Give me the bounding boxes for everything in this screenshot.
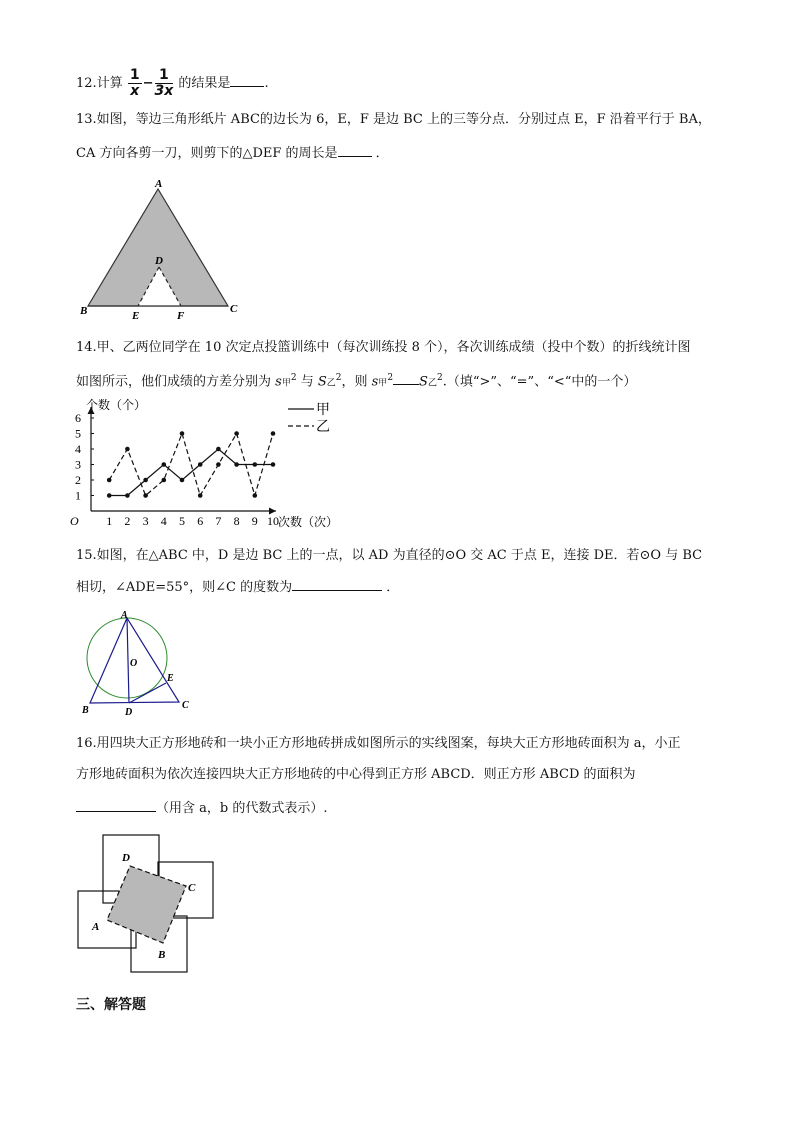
label-c: C xyxy=(188,882,196,894)
q13-line-1: 13.如图，等边三角形纸片 ABC的边长为 6，E，F 是边 BC 上的三等分点．分别过点 E，F 沿着平行于 BA， xyxy=(76,112,711,127)
data-point-yi xyxy=(180,431,185,436)
origin-label: O xyxy=(70,514,79,528)
legend xyxy=(288,402,330,435)
fraction-1: $\frac{1}{x}$ xyxy=(129,67,140,99)
square-abcd xyxy=(107,866,186,943)
label-b: B xyxy=(158,949,166,961)
legend-label-jia: 甲 xyxy=(316,403,330,418)
answer-blank-16[interactable] xyxy=(76,797,156,812)
q12-pre: 计算 xyxy=(96,76,123,91)
y-tick-label: 3 xyxy=(75,457,81,472)
label-d: D xyxy=(122,852,130,864)
label-a: A xyxy=(92,921,100,933)
x-tick-label: 7 xyxy=(215,514,222,528)
label-a: A xyxy=(121,610,128,621)
data-point-yi xyxy=(162,478,167,483)
minus-sign: − xyxy=(142,76,154,91)
legend-label-yi: 乙 xyxy=(316,420,330,435)
x-tick-label: 10 xyxy=(267,514,279,528)
data-point-yi xyxy=(271,431,276,436)
data-point-jia xyxy=(162,462,167,467)
q12-post: 的结果是 xyxy=(178,76,231,91)
label-d: D xyxy=(155,255,163,267)
y-tick-label: 2 xyxy=(75,473,81,487)
data-point-yi xyxy=(216,462,221,467)
y-tick-label: 1 xyxy=(75,488,81,503)
data-point-jia xyxy=(198,462,203,467)
q14-line-2: 如图所示，他们成绩的方差分别为 s甲$^2$ 与 S乙$^2$，则 s甲$^2$ S乙$^2$.（填“>”、“=”、“<“中的一个） xyxy=(76,368,636,393)
q12-number: 12. xyxy=(76,76,97,91)
data-point-jia xyxy=(234,462,239,467)
answer-blank-14[interactable] xyxy=(393,370,419,385)
fraction-2: $\frac{1}{3x}$ xyxy=(154,67,174,99)
q15-line-2: 相切，∠ADE=55°，则∠C 的度数为 ． xyxy=(76,576,399,598)
q13-line-2: CA 方向各剪一刀，则剪下的△DEF 的周长是 ． xyxy=(76,142,389,164)
segment-ad xyxy=(127,618,129,703)
circle-figure xyxy=(82,607,197,719)
tiles-figure xyxy=(72,830,222,976)
q16-line-3: （用含 a，b 的代数式表示）. xyxy=(76,797,327,819)
label-b: B xyxy=(80,305,88,317)
q14-line-1: 14.甲、乙两位同学在 10 次定点投篮训练中（每次训练投 8 个），各次训练成绩（投中个数）的折线统计图 xyxy=(76,340,691,355)
x-tick-label: 6 xyxy=(197,514,204,528)
y-tick-label: 6 xyxy=(75,411,81,425)
y-tick-label: 5 xyxy=(75,426,81,441)
y-axis-label: 个数（个） xyxy=(86,398,147,412)
label-f: F xyxy=(177,310,185,322)
x-tick-label: 9 xyxy=(251,514,258,528)
data-point-yi xyxy=(107,478,112,483)
segment-de xyxy=(129,683,166,703)
label-a: A xyxy=(155,178,163,190)
q16-line-2: 方形地砖面积为依次连接四块大正方形地砖的中心得到正方形 ABCD．则正方形 ABCD 的面积为 xyxy=(76,767,636,782)
label-o: O xyxy=(130,658,138,669)
data-point-yi xyxy=(198,493,203,498)
x-tick-label: 2 xyxy=(124,514,131,528)
data-point-yi xyxy=(234,431,239,436)
answer-blank-12[interactable] xyxy=(230,72,264,87)
y-tick-label: 4 xyxy=(75,442,81,456)
label-c: C xyxy=(182,700,189,711)
data-point-jia xyxy=(125,493,130,498)
triangle-figure xyxy=(80,175,250,323)
x-tick-label: 8 xyxy=(233,514,240,528)
x-tick-label: 4 xyxy=(160,514,167,528)
line-chart xyxy=(66,395,356,535)
label-c: C xyxy=(230,303,238,315)
data-point-yi xyxy=(125,447,130,452)
answer-blank-15[interactable] xyxy=(292,576,382,591)
data-point-jia xyxy=(271,462,276,467)
q15-line-1: 15.如图，在△ABC 中，D 是边 BC 上的一点，以 AD 为直径的⊙O 交 AC 于点 E，连接 DE．若⊙O 与 BC xyxy=(76,548,703,563)
x-tick-label: 3 xyxy=(142,514,149,528)
data-point-yi xyxy=(143,493,148,498)
label-e: E xyxy=(132,310,140,322)
data-point-jia xyxy=(253,462,258,467)
data-point-jia xyxy=(216,447,221,452)
label-b: B xyxy=(82,705,89,716)
label-d: D xyxy=(125,707,133,718)
question-12: 12.计算 $\frac{1}{x}$ − $\frac{1}{3x}$ 的结果是 . xyxy=(76,67,269,99)
data-point-jia xyxy=(107,493,112,498)
data-point-jia xyxy=(143,478,148,483)
section-heading: 三、解答题 xyxy=(76,997,146,1013)
q16-line-1: 16.用四块大正方形地砖和一块小正方形地砖拼成如图所示的实线图案，每块大正方形地砖面积为 a，小正 xyxy=(76,736,681,751)
data-point-jia xyxy=(180,478,185,483)
x-tick-label: 5 xyxy=(179,514,185,528)
label-e: E xyxy=(167,673,174,684)
answer-blank-13[interactable] xyxy=(338,142,372,157)
x-tick-label: 1 xyxy=(106,514,113,528)
x-axis-label: 次数（次） xyxy=(278,515,339,529)
data-point-yi xyxy=(253,493,258,498)
